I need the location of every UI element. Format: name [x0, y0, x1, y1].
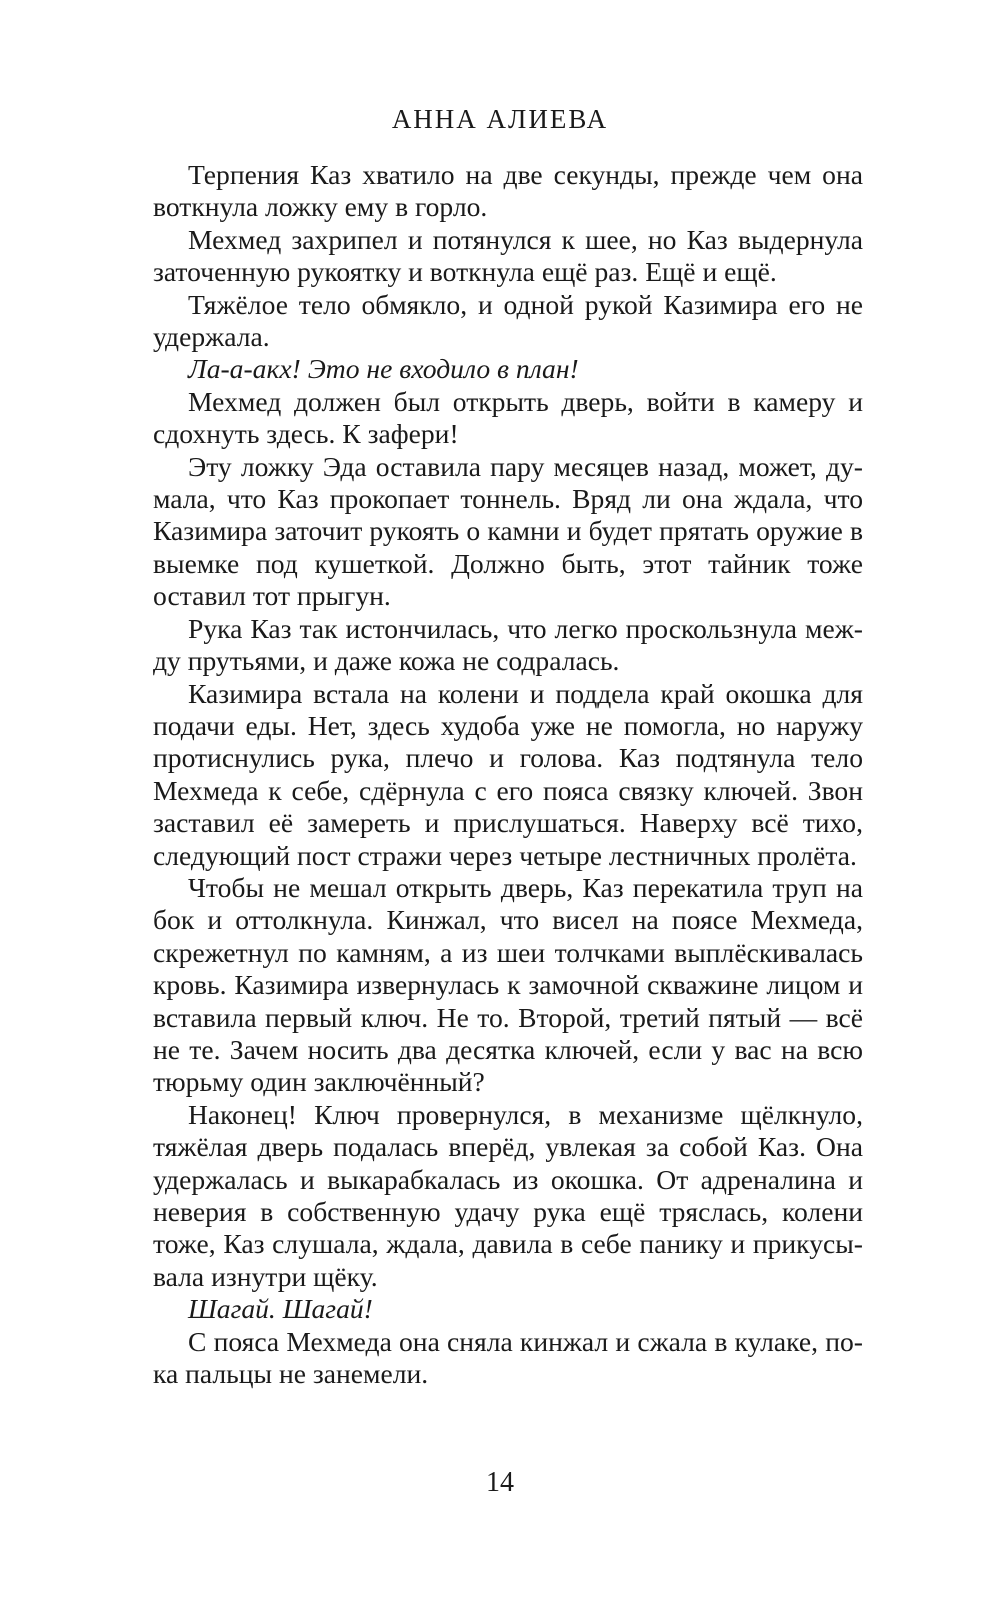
paragraph: Тяжёлое тело обмякло, и одной рукой Казимира его не удержала.: [153, 288, 863, 353]
paragraph: Мехмед захрипел и потянулся к шее, но Каз выдернула заточенную рукоятку и воткнула ещё раз. Ещё и ещё.: [153, 223, 863, 288]
paragraph: С пояса Мехмеда она сняла кинжал и сжала в кулаке, пока пальцы не занемели.: [153, 1325, 863, 1390]
body-text: [153, 159, 863, 1390]
paragraph: Эту ложку Эда оставила пару месяцев назад, может, думала, что Каз прокопает тоннель. Вряд ли она ждала, что Казимира заточит рукоять о камни и будет прятать оружие в выемке под кушеткой. Должно быть, этот тайник тоже оставил тот прыгун.: [153, 450, 863, 612]
paragraph: Мехмед должен был открыть дверь, войти в камеру и сдохнуть здесь. К зафери!: [153, 385, 863, 450]
paragraph: Рука Каз так истончилась, что легко проскользнула между прутьями, и даже кожа не содралась.: [153, 612, 863, 677]
running-head-author: АННА АЛИЕВА: [391, 104, 609, 134]
page-number: 14: [486, 1467, 514, 1498]
paragraph: Наконец! Ключ провернулся, в механизме щёлкнуло, тяжёлая дверь подалась вперёд, увлекая за собой Каз. Она удержалась и выкарабкалась из окошка. От адреналина и неверия в собственную удачу рука ещё тряслась, колени тоже, Каз слушала, ждала, давила в себе панику и прикусывала изнутри щёку.: [153, 1098, 863, 1292]
paragraph-italic-thought: Шагай. Шагай!: [188, 1293, 373, 1325]
paragraph: Терпения Каз хватило на две секунды, прежде чем она воткнула ложку ему в горло.: [153, 159, 863, 223]
paragraph-italic-thought: Ла-а-акх! Это не входило в план!: [188, 353, 579, 385]
paragraph: Чтобы не мешал открыть дверь, Каз перекатила труп на бок и оттолкнула. Кинжал, что висел на поясе Мехмеда, скрежетнул по камням, а из шеи толчками выплёскивалась кровь. Казимира извернулась к замочной скважине лицом и вставила первый ключ. Не то. Второй, третий пятый — всё не те. Зачем носить два десятка ключей, если у вас на всю тюрьму один заключённый?: [153, 871, 863, 1098]
paragraph: Казимира встала на колени и поддела край окошка для подачи еды. Нет, здесь худоба уже не помогла, но наружу протиснулись рука, плечо и голова. Каз подтянула тело Мехмеда к себе, сдёрнула с его пояса связку ключей. Звон заставил её замереть и прислушаться. Наверху всё тихо, следующий пост стражи через четыре лестничных пролёта.: [153, 677, 863, 871]
